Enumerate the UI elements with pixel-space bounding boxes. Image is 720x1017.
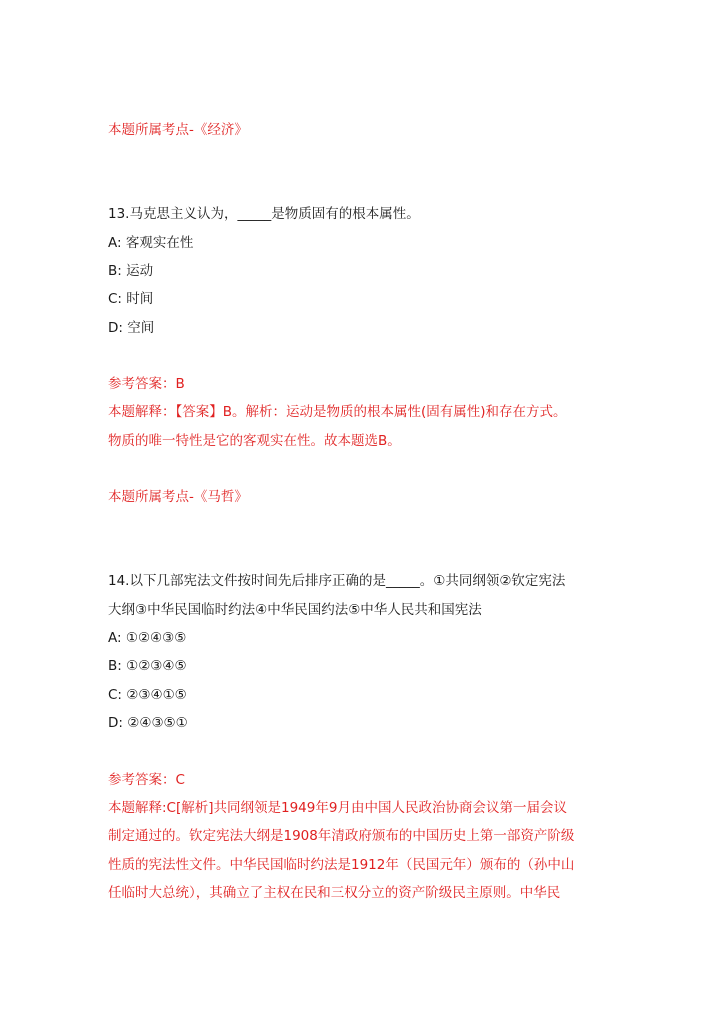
explanation-line: 物质的唯一特性是它的客观实在性。故本题选B。 [108, 433, 401, 449]
explanation-line: 本题解释：【答案】B。解析：运动是物质的根本属性(固有属性)和存在方式。 [108, 404, 567, 420]
answer-label: 参考答案：C [108, 772, 185, 788]
option-d: D: ②④③⑤① [108, 715, 188, 731]
option-d: D: 空间 [108, 320, 155, 336]
topic-label-prev: 本题所属考点-《经济》 [108, 122, 248, 138]
question-stem: 大纲③中华民国临时约法④中华民国约法⑤中华人民共和国宪法 [108, 602, 482, 618]
option-b: B: ①②③④⑤ [108, 658, 187, 674]
explanation-line: 制定通过的。钦定宪法大纲是1908年清政府颁布的中国历史上第一部资产阶级 [108, 828, 575, 844]
answer-label: 参考答案：B [108, 376, 185, 392]
option-c: C: ②③④①⑤ [108, 687, 187, 703]
explanation-line: 本题解释:C[解析]共同纲领是1949年9月由中国人民政治协商会议第一届会议 [108, 800, 567, 816]
explanation-line: 任临时大总统），其确立了主权在民和三权分立的资产阶级民主原则。中华民 [108, 885, 561, 901]
option-a: A: ①②④③⑤ [108, 630, 187, 646]
explanation-line: 性质的宪法性文件。中华民国临时约法是1912年（民国元年）颁布的（孙中山 [108, 857, 575, 873]
question-stem: 13.马克思主义认为，_____是物质固有的根本属性。 [108, 206, 420, 222]
topic-label: 本题所属考点-《马哲》 [108, 489, 248, 505]
option-b: B: 运动 [108, 263, 154, 279]
question-stem: 14.以下几部宪法文件按时间先后排序正确的是_____。①共同纲领②钦定宪法 [108, 573, 566, 589]
option-a: A: 客观实在性 [108, 235, 194, 251]
option-c: C: 时间 [108, 291, 154, 307]
